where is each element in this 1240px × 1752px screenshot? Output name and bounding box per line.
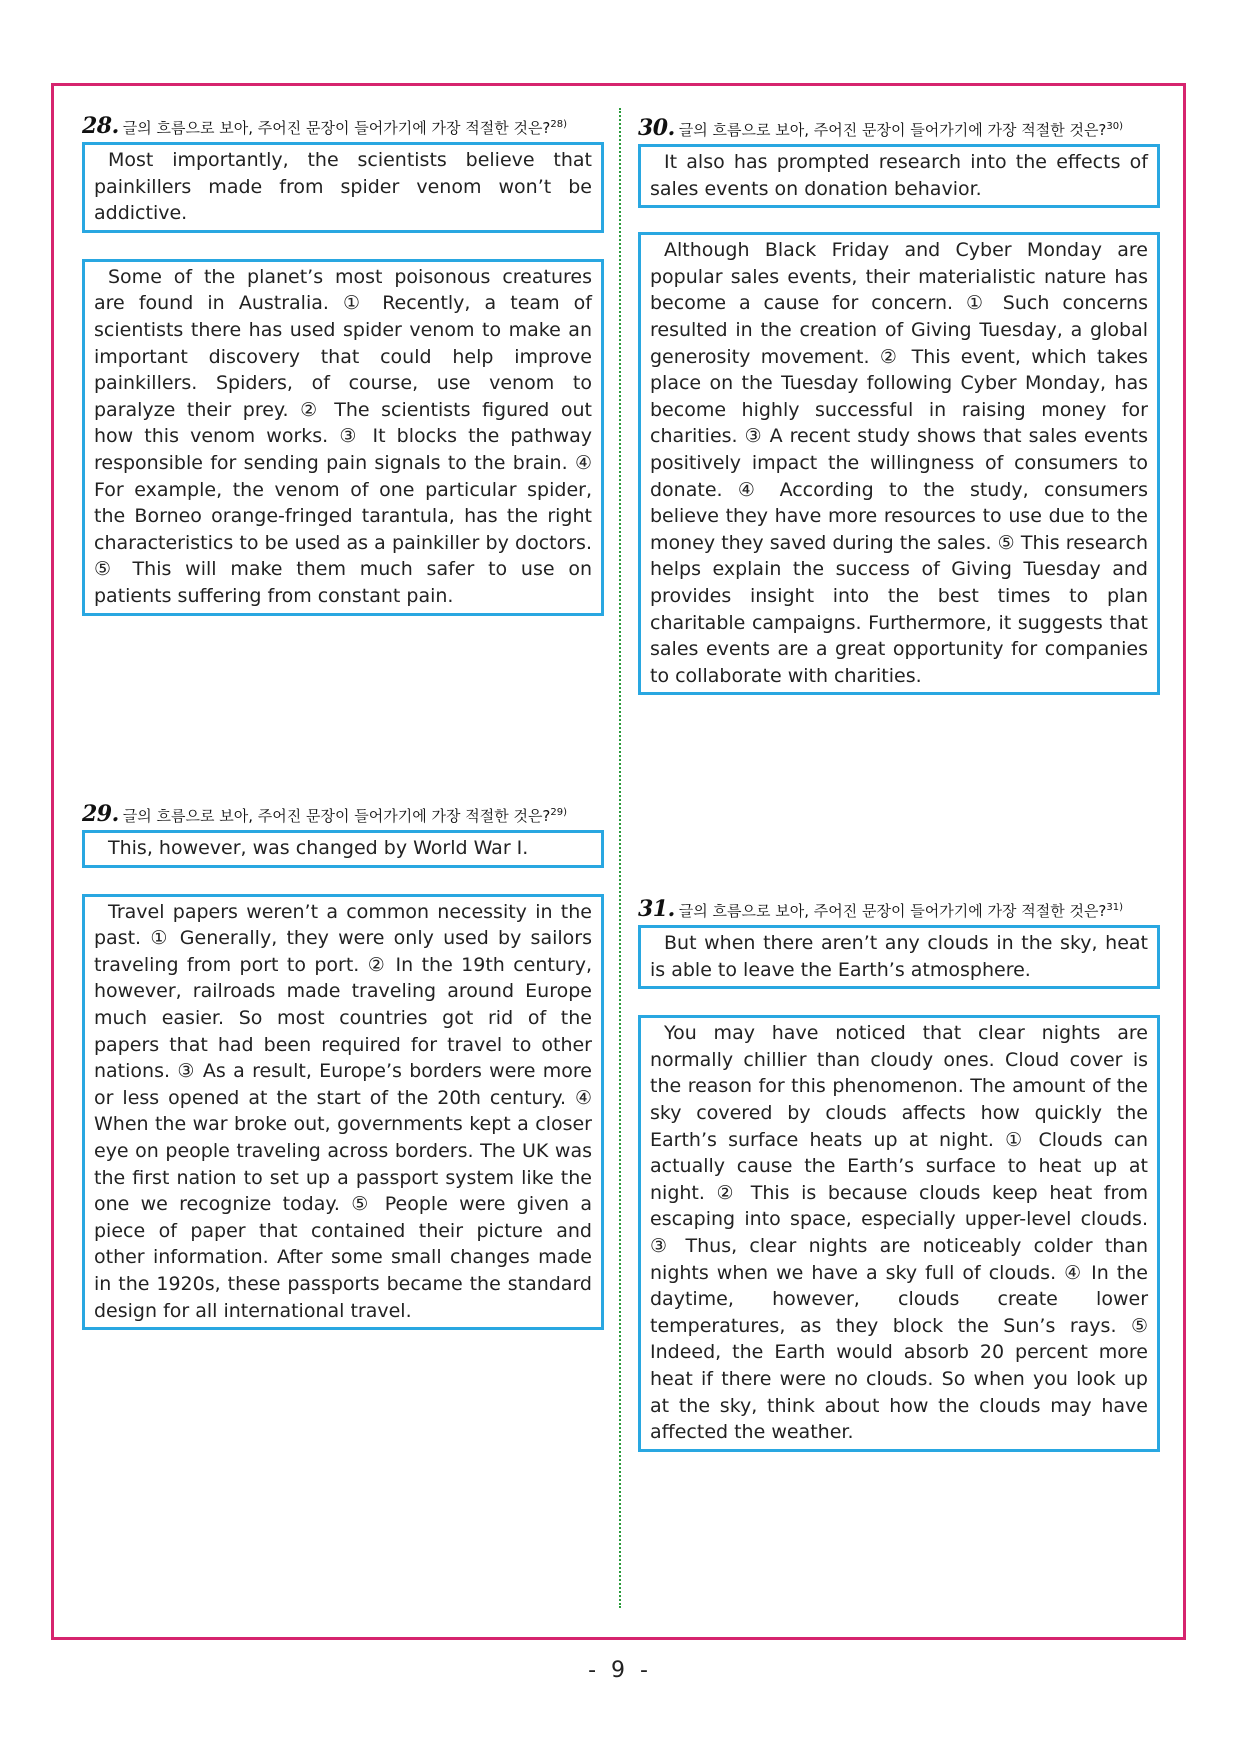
given-sentence-box	[82, 830, 604, 868]
question-instruction: 글의 흐름으로 보아, 주어진 문장이 들어가기에 가장 적절한 것은?	[678, 121, 1107, 139]
passage-box	[638, 232, 1160, 695]
question-number: 30.	[638, 115, 675, 141]
question-header	[82, 115, 604, 139]
given-sentence-box	[638, 144, 1160, 208]
question-31	[638, 898, 1160, 1452]
given-sentence-box	[82, 142, 604, 233]
question-number: 29.	[82, 801, 119, 827]
question-number: 31.	[638, 896, 675, 922]
footnote-marker: 31)	[1106, 902, 1124, 913]
question-header	[638, 117, 1160, 141]
passage-text: Some of the planet’s most poisonous creatures are found in Australia. ① Recently, a team of scientists there has used spider venom to make an important discovery that could help improve painkillers. Spiders, of course, use venom to paralyze their prey. ② The scientists figured out how this venom works. ③ It blocks the pathway responsible for sending pain signals to the brain. ④ For example, the venom of one particular spider, the Borneo orange-fringed tarantula, has the right characteristics to be used as a painkiller by doctors. ⑤ This will make them much safer to use on patients suffering from constant pain.	[94, 265, 592, 607]
question-29	[82, 803, 604, 1330]
question-header	[82, 803, 604, 827]
column-divider	[619, 108, 621, 1608]
footnote-marker: 28)	[550, 119, 568, 130]
question-instruction: 글의 흐름으로 보아, 주어진 문장이 들어가기에 가장 적절한 것은?	[678, 902, 1107, 920]
footnote-marker: 29)	[550, 807, 568, 818]
passage-text: You may have noticed that clear nights are normally chillier than cloudy ones. Cloud cover is the reason for this phenomenon. The amount of the sky covered by clouds affects how quickly the Earth’s surface heats up at night. ① Clouds can actually cause the Earth’s surface to heat up at night. ② This is because clouds keep heat from escaping into space, especially upper-level clouds. ③ Thus, clear nights are noticeably colder than nights when we have a sky full of clouds. ④ In the daytime, however, clouds create lower temperatures, as they block the Sun’s rays. ⑤ Indeed, the Earth would absorb 20 percent more heat if there were no clouds. So when you look up at the sky, think about how the clouds may have affected the weather.	[650, 1022, 1148, 1444]
question-instruction: 글의 흐름으로 보아, 주어진 문장이 들어가기에 가장 적절한 것은?	[122, 807, 551, 825]
given-sentence: This, however, was changed by World War I.	[108, 837, 529, 859]
given-sentence: But when there aren’t any clouds in the sky, heat is able to leave the Earth’s atmosphere.	[650, 932, 1148, 981]
passage-box	[638, 1015, 1160, 1452]
footnote-marker: 30)	[1106, 121, 1124, 132]
question-28	[82, 115, 604, 616]
page-number: - 9 -	[588, 1658, 652, 1683]
passage-box	[82, 259, 604, 616]
given-sentence-box	[638, 925, 1160, 989]
question-instruction: 글의 흐름으로 보아, 주어진 문장이 들어가기에 가장 적절한 것은?	[122, 119, 551, 137]
passage-box	[82, 894, 604, 1331]
given-sentence: Most importantly, the scientists believe that painkillers made from spider venom won’t be addictive.	[94, 149, 592, 225]
passage-text: Although Black Friday and Cyber Monday are popular sales events, their materialistic nature has become a cause for concern. ① Such concerns resulted in the creation of Giving Tuesday, a global generosity movement. ② This event, which takes place on the Tuesday following Cyber Monday, has become highly successful in raising money for charities. ③ A recent study shows that sales events positively impact the willingness of consumers to donate. ④ According to the study, consumers believe they have more resources to use due to the money they saved during the sales. ⑤ This research helps explain the success of Giving Tuesday and provides insight into the best times to plan charitable campaigns. Furthermore, it suggests that sales events are a great opportunity for companies to collaborate with charities.	[650, 239, 1148, 687]
question-header	[638, 898, 1160, 922]
given-sentence: It also has prompted research into the effects of sales events on donation behavior.	[650, 151, 1148, 200]
question-number: 28.	[82, 113, 119, 139]
passage-text: Travel papers weren’t a common necessity in the past. ① Generally, they were only used by sailors traveling from port to port. ② In the 19th century, however, railroads made traveling around Europe much easier. So most countries got rid of the papers that had been required for travel to other nations. ③ As a result, Europe’s borders were more or less opened at the start of the 20th century. ④ When the war broke out, governments kept a closer eye on people traveling across borders. The UK was the first nation to set up a passport system like the one we recognize today. ⑤ People were given a piece of paper that contained their picture and other information. After some small changes made in the 1920s, these passports became the standard design for all international travel.	[94, 900, 592, 1322]
question-30	[638, 117, 1160, 695]
